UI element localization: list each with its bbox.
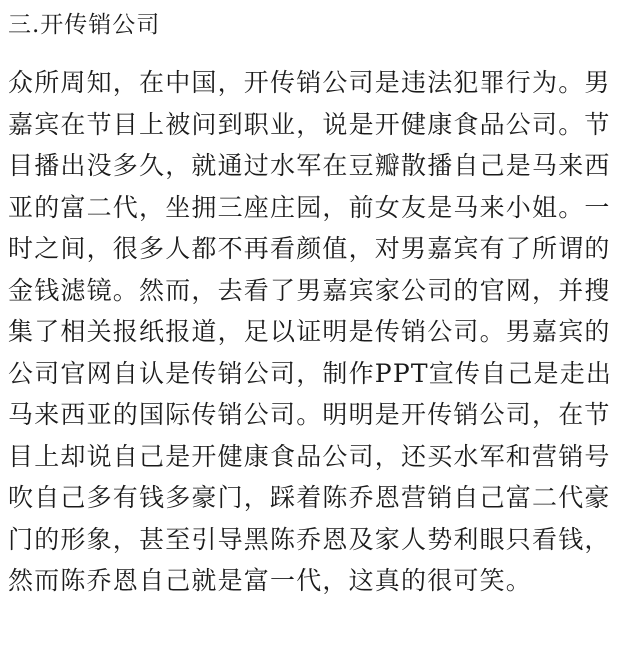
paragraph-line: 目播出没多久，就通过水军在豆瓣散播自己是马来西 xyxy=(8,151,611,180)
paragraph-line: 门的形象，甚至引导黑陈乔恩及家人势利眼只看钱， xyxy=(8,524,611,554)
paragraph-line: 然而陈乔恩自己就是富一代，这真的很可笑。 xyxy=(8,566,533,595)
paragraph-line: 集了相关报纸报道，足以证明是传销公司。男嘉宾的 xyxy=(8,317,611,346)
paragraph-line: 公司官网自认是传销公司，制作PPT宣传自己是走出 xyxy=(8,358,613,388)
paragraph-line: 嘉宾在节目上被问到职业，说是开健康食品公司。节 xyxy=(8,109,611,139)
paragraph-line: 时之间，很多人都不再看颜值，对男嘉宾有了所谓的 xyxy=(8,234,611,263)
section-heading: 三.开传销公司 xyxy=(8,12,161,38)
paragraph-line: 亚的富二代，坐拥三座庄园，前女友是马来小姐。一 xyxy=(8,192,611,222)
paragraph-line: 众所周知，在中国，开传销公司是违法犯罪行为。男 xyxy=(8,68,611,97)
paragraph-line: 目上却说自己是开健康食品公司，还买水军和营销号 xyxy=(8,441,611,471)
article-paragraph xyxy=(8,62,634,602)
paragraph-line: 吹自己多有钱多豪门，踩着陈乔恩营销自己富二代豪 xyxy=(8,483,611,512)
paragraph-line: 马来西亚的国际传销公司。明明是开传销公司，在节 xyxy=(8,400,611,429)
paragraph-line: 金钱滤镜。然而，去看了男嘉宾家公司的官网，并搜 xyxy=(8,275,611,305)
